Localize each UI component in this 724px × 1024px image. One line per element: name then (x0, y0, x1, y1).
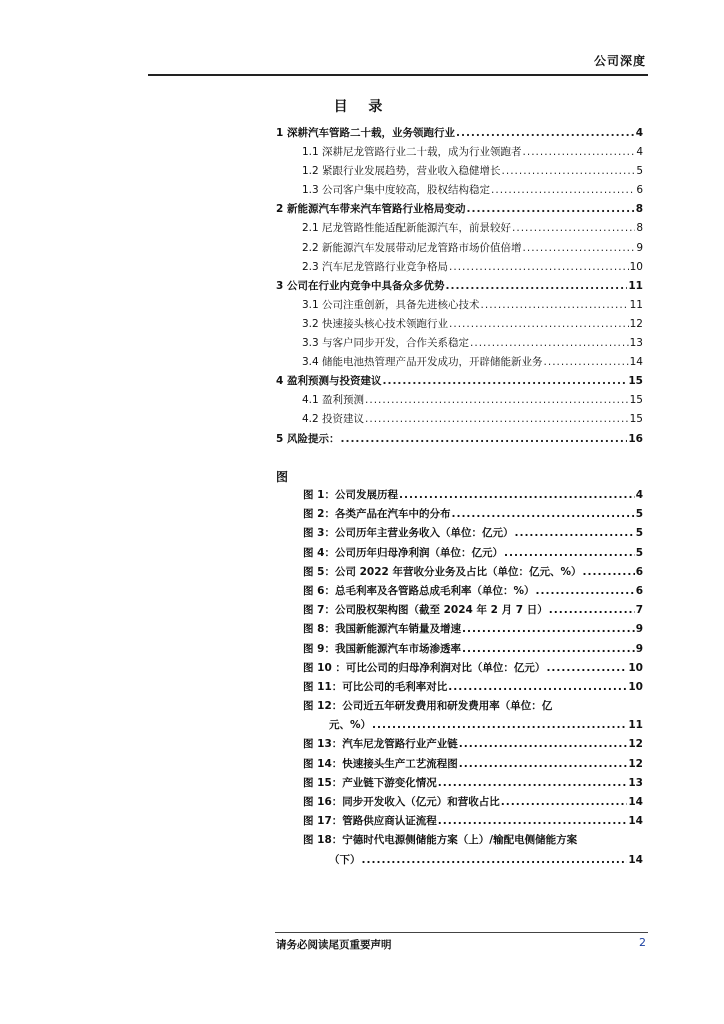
figure-entry-line2: （下） (329, 853, 361, 866)
figure-entry[interactable]: 图 16：同步开发收入（亿元）和营收占比 ..... 14 (276, 793, 643, 812)
toc-entry[interactable]: 4.2 投资建议 ..... 15 (276, 410, 643, 429)
toc-entry[interactable]: 3.3 与客户同步开发，合作关系稳定 ..... 13 (276, 334, 643, 353)
toc-entry[interactable]: 3 公司在行业内竞争中具备众多优势 ..... 11 (276, 277, 643, 296)
header-title: 公司深度 (593, 54, 646, 68)
toc-entry[interactable]: 2 新能源汽车带来汽车管路行业格局变动 ..... 8 (276, 200, 643, 219)
toc-entry[interactable]: 3.4 储能电池热管理产品开发成功，开辟储能新业务 ..... 14 (276, 353, 643, 372)
figure-entry-wrapped[interactable] (276, 697, 643, 735)
toc-title: 目 录 (333, 99, 391, 115)
toc-entry[interactable]: 2.3 汽车尼龙管路行业竞争格局 ..... 10 (276, 258, 643, 277)
figure-entry[interactable]: 图 17：管路供应商认证流程 ..... 14 (276, 812, 643, 831)
toc-entry[interactable]: 4.1 盈利预测 ..... 15 (276, 391, 643, 410)
toc-entry[interactable]: 2.2 新能源汽车发展带动尼龙管路市场价值倍增 ..... 9 (276, 239, 643, 258)
figure-entry[interactable]: 图 2：各类产品在汽车中的分布 ..... 5 (276, 505, 643, 524)
figure-entry[interactable]: 图 15：产业链下游变化情况 ..... 13 (276, 774, 643, 793)
figure-entry[interactable]: 图 11：可比公司的毛利率对比 ..... 10 (276, 678, 643, 697)
toc-entry[interactable]: 4 盈利预测与投资建议 ..... 15 (276, 372, 643, 391)
page-number: 2 (639, 936, 646, 949)
figure-entry[interactable]: 图 3：公司历年主营业务收入（单位：亿元） ..... 5 (276, 524, 643, 543)
figure-entry-line1: 图 12：公司近五年研发费用和研发费用率（单位：亿 (303, 700, 553, 713)
figure-entry[interactable]: 图 6：总毛利率及各管路总成毛利率（单位：%） ..... 6 (276, 582, 643, 601)
toc-entry[interactable]: 1 深耕汽车管路二十载，业务领跑行业 ..... 4 (276, 124, 643, 143)
table-of-contents (276, 124, 643, 449)
figure-entry-line2: 元、%） (329, 719, 372, 732)
figure-entry[interactable]: 图 10 ：可比公司的归母净利润对比（单位：亿元） ..... 10 (276, 659, 643, 678)
figure-entry-wrapped[interactable] (276, 831, 643, 869)
figure-list (276, 486, 643, 870)
footer-divider (275, 932, 648, 933)
toc-entry[interactable]: 3.1 公司注重创新，具备先进核心技术 ..... 11 (276, 296, 643, 315)
figure-entry[interactable]: 图 13：汽车尼龙管路行业产业链 ..... 12 (276, 735, 643, 754)
toc-entry[interactable]: 5 风险提示： ..... 16 (276, 430, 643, 449)
figure-entry[interactable]: 图 8：我国新能源汽车销量及增速 ..... 9 (276, 620, 643, 639)
footer-disclaimer: 请务必阅读尾页重要声明 (276, 939, 392, 951)
figure-list-heading: 图 (276, 470, 289, 484)
figure-entry-page: 11 (628, 719, 643, 732)
figure-entry[interactable]: 图 4：公司历年归母净利润（单位：亿元） ..... 5 (276, 544, 643, 563)
figure-entry[interactable]: 图 1：公司发展历程 ..... 4 (276, 486, 643, 505)
figure-entry-page: 14 (628, 853, 643, 866)
figure-entry[interactable]: 图 7：公司股权架构图（截至 2024 年 2 月 7 日） ..... 7 (276, 601, 643, 620)
toc-entry[interactable]: 1.1 深耕尼龙管路行业二十载，成为行业领跑者 ..... 4 (276, 143, 643, 162)
figure-entry[interactable]: 图 9：我国新能源汽车市场渗透率 ..... 9 (276, 640, 643, 659)
header-divider (148, 74, 648, 76)
figure-entry[interactable]: 图 14：快速接头生产工艺流程图 ..... 12 (276, 755, 643, 774)
toc-entry[interactable]: 1.3 公司客户集中度较高，股权结构稳定 ..... 6 (276, 181, 643, 200)
figure-entry[interactable]: 图 5：公司 2022 年营收分业务及占比（单位：亿元、%） ..... 6 (276, 563, 643, 582)
toc-entry[interactable]: 3.2 快速接头核心技术领跑行业 ..... 12 (276, 315, 643, 334)
figure-entry-line1: 图 18：宁德时代电源侧储能方案（上）/输配电侧储能方案 (303, 834, 578, 847)
toc-entry[interactable]: 2.1 尼龙管路性能适配新能源汽车，前景较好 ..... 8 (276, 219, 643, 238)
toc-entry[interactable]: 1.2 紧跟行业发展趋势，营业收入稳健增长 ..... 5 (276, 162, 643, 181)
